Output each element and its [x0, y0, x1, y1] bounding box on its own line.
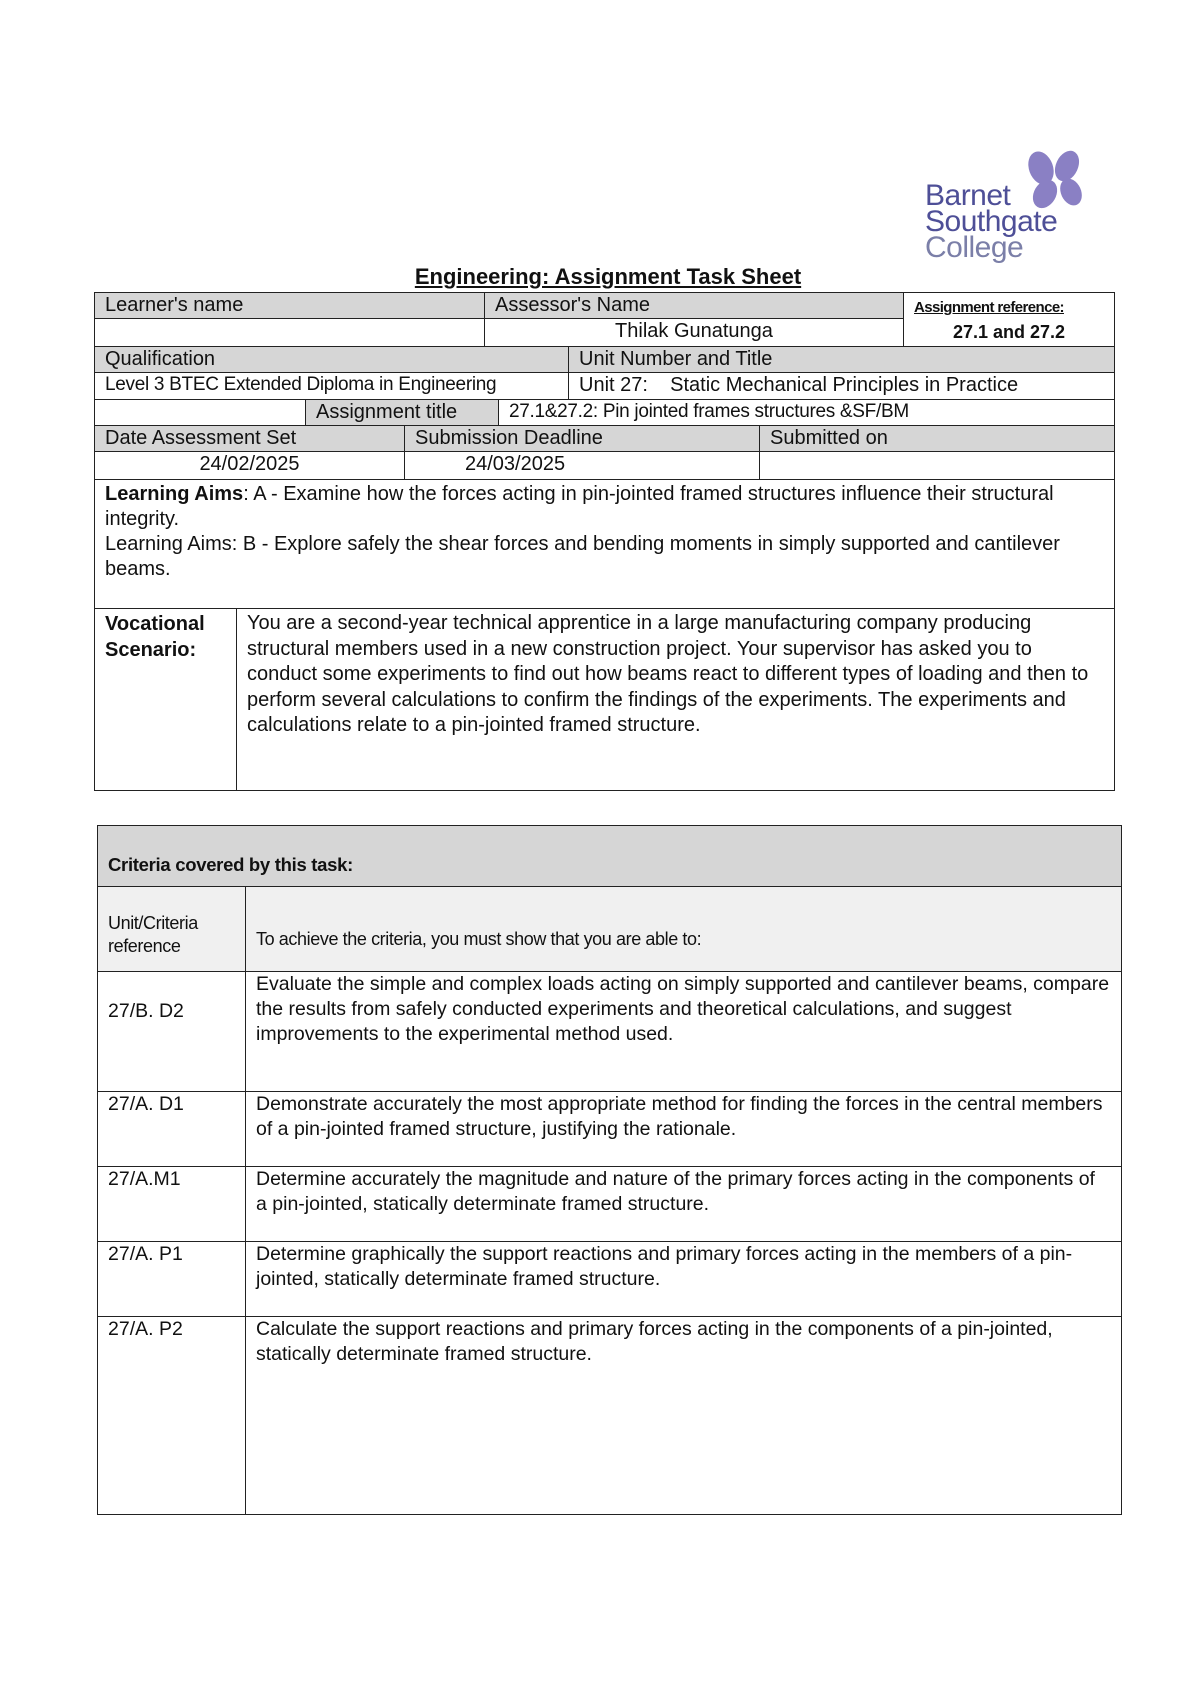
- page-title: Engineering: Assignment Task Sheet: [414, 264, 802, 289]
- assessor-name-value: Thilak Gunatunga: [484, 318, 904, 347]
- scenario-text: You are a second-year technical apprentice in a large manufacturing company producing structural members used in a new construction project. Your supervisor has asked you to conduct some experiments to find out how beams react to different types of loading and then to perform several calculations to confirm the findings of the experiments. The experiments and calculations relate to a pin-jointed framed structure.: [236, 608, 1115, 791]
- criteria-col1-header: Unit/Criteria reference: [97, 886, 246, 972]
- assignment-title-value: 27.1&27.2: Pin jointed frames structures &SF/BM: [498, 399, 1115, 426]
- scenario-label-line2: Scenario:: [105, 639, 197, 661]
- criteria-ref-2: 27/A. D1: [97, 1091, 246, 1167]
- assignment-title-label: Assignment title: [305, 399, 499, 426]
- learning-aim-a: [105, 482, 1104, 532]
- criteria-text-3: Determine accurately the magnitude and nature of the primary forces acting in the components of a pin-jointed, statically determinate framed structure.: [245, 1166, 1122, 1242]
- date-set-label: Date Assessment Set: [94, 425, 405, 452]
- criteria-heading-text: Criteria covered by this task:: [108, 854, 353, 875]
- assignment-reference-value: 27.1 and 27.2: [952, 322, 1066, 342]
- logo-word-1: Barnet: [925, 179, 1011, 212]
- learner-name-value: [94, 318, 485, 347]
- learning-aims-label: Learning Aims: [105, 483, 244, 505]
- learner-name-label: Learner's name: [94, 292, 485, 319]
- criteria-col2-header: To achieve the criteria, you must show that you are able to:: [245, 886, 1122, 972]
- scenario-label-line1: Vocational: [105, 613, 205, 635]
- deadline-label: Submission Deadline: [404, 425, 760, 452]
- criteria-text-2: Demonstrate accurately the most appropriate method for finding the forces in the central members of a pin-jointed framed structure, justifying the rationale.: [245, 1091, 1122, 1167]
- scenario-label-cell: [94, 608, 237, 791]
- criteria-ref-3: 27/A.M1: [97, 1166, 246, 1242]
- date-set-value: 24/02/2025: [94, 451, 405, 480]
- deadline-value: 24/03/2025: [404, 451, 760, 480]
- logo-word-2: Southgate: [925, 205, 1058, 238]
- assignment-reference-label: Assignment reference:: [914, 299, 1064, 316]
- assignment-title-spacer: [94, 399, 306, 426]
- unit-value: Unit 27: Static Mechanical Principles in Practice: [568, 372, 1115, 400]
- criteria-text-1: Evaluate the simple and complex loads acting on simply supported and cantilever beams, compare the results from safely conducted experiments and theoretical calculations, and suggest improvements to the experimental method used.: [245, 971, 1122, 1092]
- criteria-ref-4: 27/A. P1: [97, 1241, 246, 1317]
- college-logo: [925, 148, 1095, 264]
- learning-aim-b: Learning Aims: B - Explore safely the shear forces and bending moments in simply supported and cantilever beams.: [105, 533, 1060, 580]
- logo-word-3: College: [925, 231, 1024, 264]
- criteria-ref-1: 27/B. D2: [97, 971, 246, 1092]
- assessor-name-label: Assessor's Name: [484, 292, 904, 319]
- qualification-value: Level 3 BTEC Extended Diploma in Engineering: [94, 372, 569, 400]
- learning-aim-a-text: : A - Examine how the forces acting in pin-jointed framed structures influence their structural integrity.: [105, 483, 1054, 530]
- criteria-text-5: Calculate the support reactions and primary forces acting in the components of a pin-jointed, statically determinate framed structure.: [245, 1316, 1122, 1515]
- criteria-text-4: Determine graphically the support reactions and primary forces acting in the members of a pin-jointed, statically determinate framed structure.: [245, 1241, 1122, 1317]
- qualification-label: Qualification: [94, 346, 569, 373]
- learning-aims: [94, 479, 1115, 609]
- submitted-on-label: Submitted on: [759, 425, 1115, 452]
- criteria-ref-5: 27/A. P2: [97, 1316, 246, 1515]
- assignment-reference-cell: [903, 292, 1115, 347]
- criteria-heading: [97, 825, 1122, 887]
- submitted-on-value: [759, 451, 1115, 480]
- unit-label: Unit Number and Title: [568, 346, 1115, 373]
